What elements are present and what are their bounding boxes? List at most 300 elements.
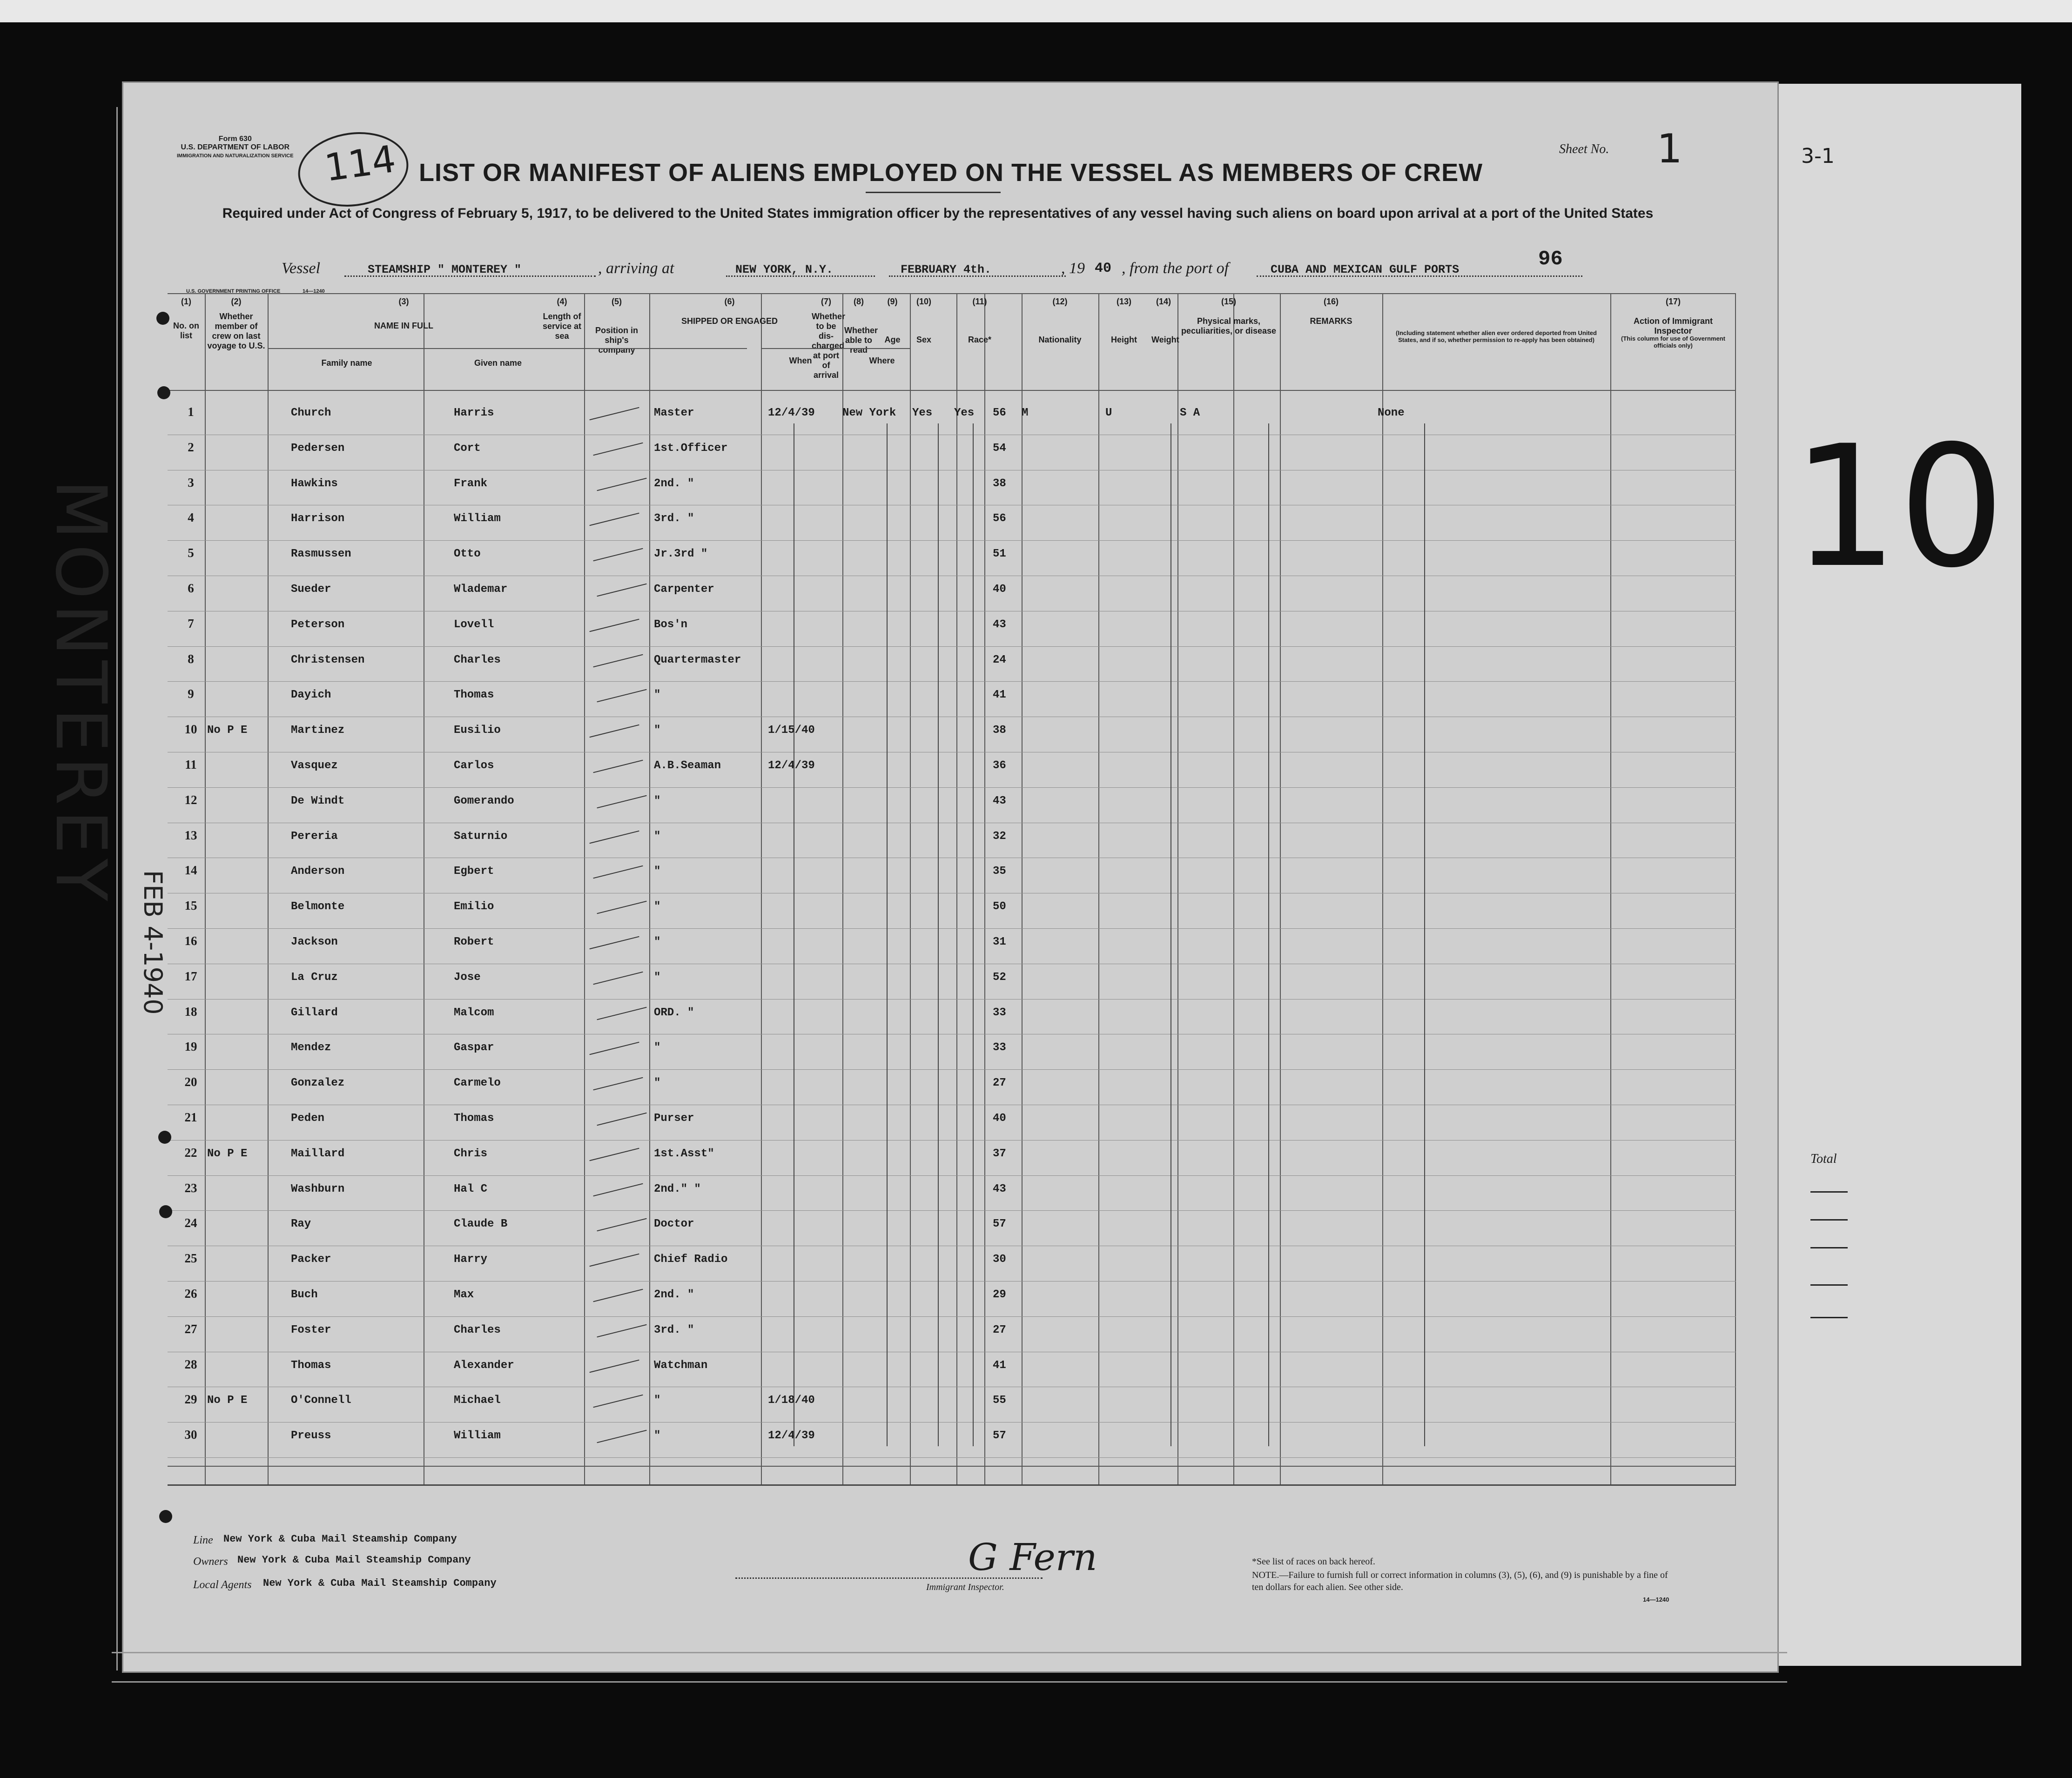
cell-given: Charles: [454, 653, 501, 666]
column-rule: [1280, 293, 1281, 1484]
column-heading: Sex: [916, 335, 932, 344]
cell-age: 27: [993, 1077, 1006, 1090]
cell-no: 30: [184, 1428, 197, 1442]
service-tick: [597, 901, 646, 914]
cell-no: 1: [188, 405, 194, 419]
cell-family: Dayich: [291, 689, 331, 702]
races-note: *See list of races on back hereof.: [1252, 1557, 1375, 1567]
column-rule: [956, 293, 957, 1484]
column-rule: [1098, 293, 1099, 1484]
cell-age: 55: [993, 1394, 1006, 1407]
cell-no: 17: [184, 969, 197, 983]
vessel-value: STEAMSHIP " MONTEREY ": [368, 263, 522, 276]
cell-given: William: [454, 512, 501, 525]
service-tick: [597, 1430, 646, 1443]
signature-line: [735, 1577, 1043, 1579]
cell-given: Carmelo: [454, 1077, 501, 1090]
cell-position: ORD. ": [654, 1006, 694, 1019]
arriving-value: NEW YORK, N.Y.: [735, 263, 834, 276]
column-number: (3): [398, 297, 409, 306]
service-tick: [589, 407, 639, 421]
service-tick: [589, 1254, 639, 1267]
service-tick: [593, 1395, 643, 1408]
ditto-line: [973, 423, 974, 1446]
cell-family: Preuss: [291, 1429, 331, 1443]
column-number: (14): [1156, 297, 1171, 306]
date-value: FEBRUARY 4th.: [901, 263, 992, 276]
cell-age: 24: [993, 653, 1006, 666]
cell-family: Pereria: [291, 830, 338, 843]
cell-no: 16: [184, 934, 197, 948]
cell-position: 2nd. ": [654, 477, 694, 490]
cell-given: Max: [454, 1288, 474, 1301]
cell-no: 21: [184, 1110, 197, 1124]
cell-no: 14: [184, 863, 197, 878]
row-rule: [168, 928, 1736, 929]
cell-when: 1/18/40: [768, 1394, 815, 1407]
inspector-label: Immigrant Inspector.: [926, 1582, 1004, 1592]
service-tick: [597, 689, 646, 703]
cell-marks: None: [1378, 407, 1405, 419]
row-rule: [168, 787, 1736, 788]
column-number: (8): [854, 297, 864, 306]
service-tick: [593, 443, 643, 456]
print-number: 14—1240: [303, 289, 325, 294]
cell-position: 2nd. ": [654, 1288, 694, 1301]
cell-family: Church: [291, 407, 331, 419]
cell-family: Rasmussen: [291, 548, 351, 561]
cell-family: De Windt: [291, 794, 345, 807]
cell-race: U: [1105, 407, 1112, 419]
row-rule: [168, 540, 1736, 541]
cell-given: Thomas: [454, 1112, 494, 1125]
column-number: (15): [1221, 297, 1236, 306]
table-end-border: [168, 1484, 1736, 1486]
cell-family: Anderson: [291, 865, 345, 878]
document-title: LIST OR MANIFEST OF ALIENS EMPLOYED ON THE VESSEL AS MEMBERS OF CREW: [419, 159, 1483, 187]
sheet-count-mark: 96: [1538, 248, 1563, 271]
cell-age: 57: [993, 1218, 1006, 1231]
column-rule: [1382, 293, 1383, 1484]
service-tick: [589, 513, 639, 526]
right-margin-handwriting: 10: [1792, 409, 2005, 604]
service-tick: [593, 548, 643, 562]
cell-age: 41: [993, 689, 1006, 702]
owners-value: New York & Cuba Mail Steamship Company: [237, 1554, 471, 1566]
inspector-signature: G Fern: [968, 1536, 1097, 1579]
cell-no: 19: [184, 1040, 197, 1054]
cell-given: Hal C: [454, 1182, 488, 1195]
cell-no: 7: [188, 616, 194, 631]
column-rule: [1233, 293, 1234, 1484]
column-rule: [268, 293, 269, 1484]
total-label: Total: [1810, 1152, 1837, 1166]
cell-no: 29: [184, 1392, 197, 1407]
cell-given: Otto: [454, 548, 481, 561]
cell-family: Peterson: [291, 618, 345, 631]
column-rule: [1022, 293, 1023, 1484]
cell-age: 43: [993, 618, 1006, 631]
year-value: 40: [1095, 261, 1112, 276]
cell-when: 1/15/40: [768, 724, 815, 737]
service-tick: [589, 1359, 639, 1373]
penalty-note: NOTE.—Failure to furnish full or correct information in columns (3), (5), (6), and (9) is punishable by a fine of ten dollars for each alien. See other side.: [1252, 1570, 1668, 1592]
cell-position: ": [654, 936, 661, 948]
cell-given: Malcom: [454, 1006, 494, 1019]
row-rule: [168, 1140, 1736, 1141]
cell-no: 15: [184, 899, 197, 913]
cell-age: 56: [993, 512, 1006, 525]
arriving-label: , arriving at: [598, 260, 674, 277]
where-subheading: Where: [869, 356, 895, 365]
column-heading: Age: [884, 335, 901, 344]
cell-given: Gaspar: [454, 1041, 494, 1054]
column-heading: Whether member of crew on last voyage to U.S.: [207, 312, 265, 350]
punch-hole: [158, 1131, 171, 1144]
cell-age: 54: [993, 442, 1006, 455]
cell-position: ": [654, 830, 661, 843]
column-number: (9): [887, 297, 898, 306]
row-rule: [168, 681, 1736, 682]
cell-given: Thomas: [454, 689, 494, 702]
cell-age: 36: [993, 759, 1006, 772]
cell-given: Charles: [454, 1323, 501, 1336]
sheet-number: 1: [1657, 126, 1682, 172]
cell-given: Claude B: [454, 1218, 508, 1231]
column-heading: NAME IN FULL: [374, 321, 433, 330]
cell-age: 33: [993, 1041, 1006, 1054]
cell-prev: No P E: [207, 724, 248, 737]
cell-no: 10: [184, 722, 197, 737]
service-tick: [597, 1218, 646, 1232]
cell-given: Wlademar: [454, 583, 508, 596]
vessel-dotline: [344, 275, 596, 277]
cell-position: ": [654, 1394, 661, 1407]
agents-label: Local Agents: [193, 1579, 252, 1591]
cell-family: Martinez: [291, 724, 345, 737]
cell-age: 41: [993, 1359, 1006, 1372]
column-rule: [649, 293, 650, 1484]
header-bottom-border: [168, 390, 1736, 391]
shipped-subhead-rule: [761, 348, 910, 349]
service-tick: [589, 725, 639, 738]
cell-position: Watchman: [654, 1359, 708, 1372]
column-heading: Height: [1111, 335, 1137, 344]
column-heading: SHIPPED OR ENGAGED: [681, 316, 778, 326]
from-dotline: [1257, 275, 1582, 277]
cell-family: La Cruz: [291, 971, 338, 984]
row-rule: [168, 1210, 1736, 1211]
cell-no: 23: [184, 1181, 197, 1195]
cell-age: 37: [993, 1147, 1006, 1160]
column-rule: [584, 293, 585, 1484]
cell-position: ": [654, 794, 661, 807]
column-rule: [1177, 293, 1178, 1484]
crew-manifest-table: [168, 293, 1736, 1484]
cell-position: 3rd. ": [654, 1323, 694, 1336]
cell-when: 12/4/39: [768, 1429, 815, 1443]
title-rule: [866, 192, 1001, 193]
cell-age: 43: [993, 794, 1006, 807]
cell-position: 2nd." ": [654, 1182, 701, 1195]
cell-no: 8: [188, 651, 194, 666]
table-bottom-border: [168, 1466, 1736, 1467]
cell-given: Carlos: [454, 759, 494, 772]
column-number: (12): [1052, 297, 1068, 306]
cell-age: 50: [993, 900, 1006, 913]
cell-age: 40: [993, 583, 1006, 596]
column-heading: Action of Immigrant Inspector: [1634, 316, 1713, 335]
remarks-note: (Including statement whether alien ever ordered deported from United States, and if so, whether permission to re-apply has been obtained): [1396, 329, 1597, 343]
service-tick: [593, 972, 643, 985]
cell-family: Belmonte: [291, 900, 345, 913]
row-rule: [168, 1281, 1736, 1282]
column-number: (4): [557, 297, 567, 306]
cell-position: ": [654, 865, 661, 878]
cell-age: 31: [993, 936, 1006, 948]
cell-given: Lovell: [454, 618, 494, 631]
line-value: New York & Cuba Mail Steamship Company: [223, 1533, 457, 1545]
cell-age: 32: [993, 830, 1006, 843]
year-prefix: , 19: [1061, 260, 1085, 277]
column-heading: Physical marks, peculiarities, or disease: [1181, 316, 1277, 335]
row-rule: [168, 1457, 1736, 1458]
service-tick: [597, 1324, 646, 1338]
service-tick: [593, 760, 643, 773]
cell-given: Emilio: [454, 900, 494, 913]
cell-nationality: S A: [1180, 407, 1200, 419]
cell-given: Saturnio: [454, 830, 508, 843]
cell-age: 43: [993, 1182, 1006, 1195]
cell-age: 56: [993, 407, 1006, 419]
cell-family: Harrison: [291, 512, 345, 525]
cell-family: Sueder: [291, 583, 331, 596]
column-heading: Weight: [1151, 335, 1179, 344]
cell-no: 11: [185, 758, 197, 772]
cell-no: 2: [188, 440, 194, 454]
cell-age: 27: [993, 1323, 1006, 1336]
column-number: (6): [724, 297, 735, 306]
service-tick: [597, 1113, 646, 1126]
cell-given: Michael: [454, 1394, 501, 1407]
column-heading: Position in ship's company: [595, 326, 638, 355]
column-heading: Whether to be dis-charged at port of arrival: [812, 312, 845, 380]
cell-given: Harris: [454, 407, 494, 419]
cell-no: 18: [184, 1004, 197, 1019]
cell-position: ": [654, 900, 661, 913]
service-tick: [593, 654, 643, 667]
row-rule: [168, 1175, 1736, 1176]
cell-family: Gonzalez: [291, 1077, 345, 1090]
column-number: (17): [1665, 297, 1681, 306]
cell-family: O'Connell: [291, 1394, 351, 1407]
column-rule: [842, 293, 843, 1484]
form-code: 14—1240: [1643, 1596, 1669, 1603]
form-number: Form 630: [218, 135, 252, 143]
cell-given: Cort: [454, 442, 481, 455]
cell-no: 4: [188, 510, 194, 525]
service-tick: [597, 1006, 646, 1020]
cell-position: Bos'n: [654, 618, 688, 631]
service-tick: [593, 1183, 643, 1196]
cell-position: Doctor: [654, 1218, 694, 1231]
column-heading: Whether able to read: [844, 326, 878, 355]
cell-family: Mendez: [291, 1041, 331, 1054]
cell-age: 33: [993, 1006, 1006, 1019]
action-note: (This column for use of Government officials only): [1621, 335, 1725, 349]
column-rule: [984, 293, 985, 1484]
cell-position: Master: [654, 407, 694, 419]
punch-hole: [159, 1510, 172, 1523]
row-rule: [168, 1069, 1736, 1070]
ditto-line: [1268, 423, 1269, 1446]
cell-position: ": [654, 1041, 661, 1054]
cell-given: Frank: [454, 477, 488, 490]
column-rule: [205, 293, 206, 1484]
sheet-label: Sheet No.: [1559, 142, 1609, 156]
column-number: (11): [972, 297, 987, 306]
service-tick: [589, 936, 639, 950]
cell-no: 26: [184, 1287, 197, 1301]
cell-no: 12: [184, 792, 197, 807]
department: U.S. DEPARTMENT OF LABOR: [181, 143, 290, 151]
cell-no: 28: [184, 1357, 197, 1371]
cell-position: ": [654, 724, 661, 737]
cell-given: Gomerando: [454, 794, 514, 807]
name-subhead-rule: [268, 348, 747, 349]
cell-no: 9: [188, 687, 194, 701]
cell-position: 1st.Asst": [654, 1147, 714, 1160]
total-line: [1810, 1247, 1848, 1248]
cell-no: 20: [184, 1075, 197, 1089]
cell-age: 35: [993, 865, 1006, 878]
service-tick: [597, 795, 646, 809]
cell-age: 40: [993, 1112, 1006, 1125]
vessel-label: Vessel: [282, 260, 321, 277]
cell-family: Gillard: [291, 1006, 338, 1019]
table-top-border: [168, 293, 1736, 294]
circled-number-mark: 114: [293, 125, 413, 214]
column-number: (7): [821, 297, 831, 306]
column-number: (13): [1116, 297, 1131, 306]
service-tick: [589, 830, 639, 844]
column-heading: Nationality: [1038, 335, 1082, 344]
cell-prev: No P E: [207, 1394, 248, 1407]
cell-family: Pedersen: [291, 442, 345, 455]
owners-label: Owners: [193, 1556, 228, 1568]
corner-handwritten-mark: 3-1: [1801, 144, 1835, 168]
cell-given: Chris: [454, 1147, 488, 1160]
cell-family: Ray: [291, 1218, 311, 1231]
ditto-line: [938, 423, 939, 1446]
column-heading: Race*: [968, 335, 992, 344]
cell-position: 1st.Officer: [654, 442, 728, 455]
cell-family: Foster: [291, 1323, 331, 1336]
line-label: Line: [193, 1534, 213, 1546]
print-office: U.S. GOVERNMENT PRINTING OFFICE: [186, 289, 281, 294]
cell-no: 22: [184, 1145, 197, 1160]
cell-given: Eusilio: [454, 724, 501, 737]
punch-hole: [157, 386, 170, 399]
cell-position: Carpenter: [654, 583, 714, 596]
service-tick: [589, 619, 639, 632]
column-heading: Length of service at sea: [542, 312, 582, 341]
cell-position: A.B.Seaman: [654, 759, 721, 772]
cell-given: Egbert: [454, 865, 494, 878]
cell-position: ": [654, 971, 661, 984]
column-heading: REMARKS: [1310, 316, 1352, 326]
cell-family: Jackson: [291, 936, 338, 948]
cell-no: 6: [188, 581, 194, 595]
form-header: [177, 135, 294, 160]
cell-position: Chief Radio: [654, 1253, 728, 1266]
punch-hole: [156, 312, 169, 325]
date-dotline: [889, 275, 1066, 277]
paper-bottom-fold: [112, 1652, 1787, 1683]
cell-family: Peden: [291, 1112, 325, 1125]
cell-no: 13: [184, 828, 197, 842]
cell-position: ": [654, 1077, 661, 1090]
cell-family: Washburn: [291, 1182, 345, 1195]
cell-given: William: [454, 1429, 501, 1443]
column-rule: [1610, 293, 1611, 1484]
cell-when: 12/4/39: [768, 759, 815, 772]
service-tick: [597, 477, 646, 491]
cell-position: Quartermaster: [654, 653, 741, 666]
cell-when: 12/4/39: [768, 407, 815, 419]
arriving-dotline: [726, 275, 875, 277]
row-rule: [168, 1316, 1736, 1317]
cell-given: Robert: [454, 936, 494, 948]
cell-sex: M: [1022, 407, 1029, 419]
row-rule: [168, 646, 1736, 647]
column-number: (10): [916, 297, 931, 306]
cell-family: Packer: [291, 1253, 331, 1266]
cell-age: 57: [993, 1429, 1006, 1443]
cell-no: 3: [188, 475, 194, 490]
total-line: [1810, 1284, 1848, 1286]
cell-family: Maillard: [291, 1147, 345, 1160]
from-label: , from the port of: [1122, 260, 1229, 277]
cell-family: Thomas: [291, 1359, 331, 1372]
service: IMMIGRATION AND NATURALIZATION SERVICE: [177, 153, 294, 159]
cell-age: 29: [993, 1288, 1006, 1301]
service-tick: [589, 1148, 639, 1161]
ditto-line: [1424, 423, 1425, 1446]
cell-family: Hawkins: [291, 477, 338, 490]
cell-family: Vasquez: [291, 759, 338, 772]
service-tick: [597, 584, 646, 597]
cell-no: 27: [184, 1322, 197, 1336]
total-line: [1810, 1219, 1848, 1221]
cell-given: Jose: [454, 971, 481, 984]
cell-position: 3rd. ": [654, 512, 694, 525]
cell-no: 24: [184, 1216, 197, 1230]
family-name-subheading: Family name: [321, 358, 372, 368]
column-number: (16): [1323, 297, 1339, 306]
date-stamp: FEB 4-1940: [138, 870, 168, 1015]
cell-where: New York: [842, 407, 896, 419]
total-line: [1810, 1317, 1848, 1318]
document-subtitle: Required under Act of Congress of February 5, 1917, to be delivered to the United States immigration officer by the representatives of any vessel having such aliens on board upon arrival at a port of the United States: [222, 206, 1654, 221]
total-line: [1810, 1191, 1848, 1193]
cell-age: 38: [993, 477, 1006, 490]
cell-family: Christensen: [291, 653, 365, 666]
column-number: (1): [181, 297, 191, 306]
column-number: (2): [231, 297, 242, 306]
cell-discharged: Yes: [912, 407, 933, 419]
service-tick: [593, 866, 643, 879]
